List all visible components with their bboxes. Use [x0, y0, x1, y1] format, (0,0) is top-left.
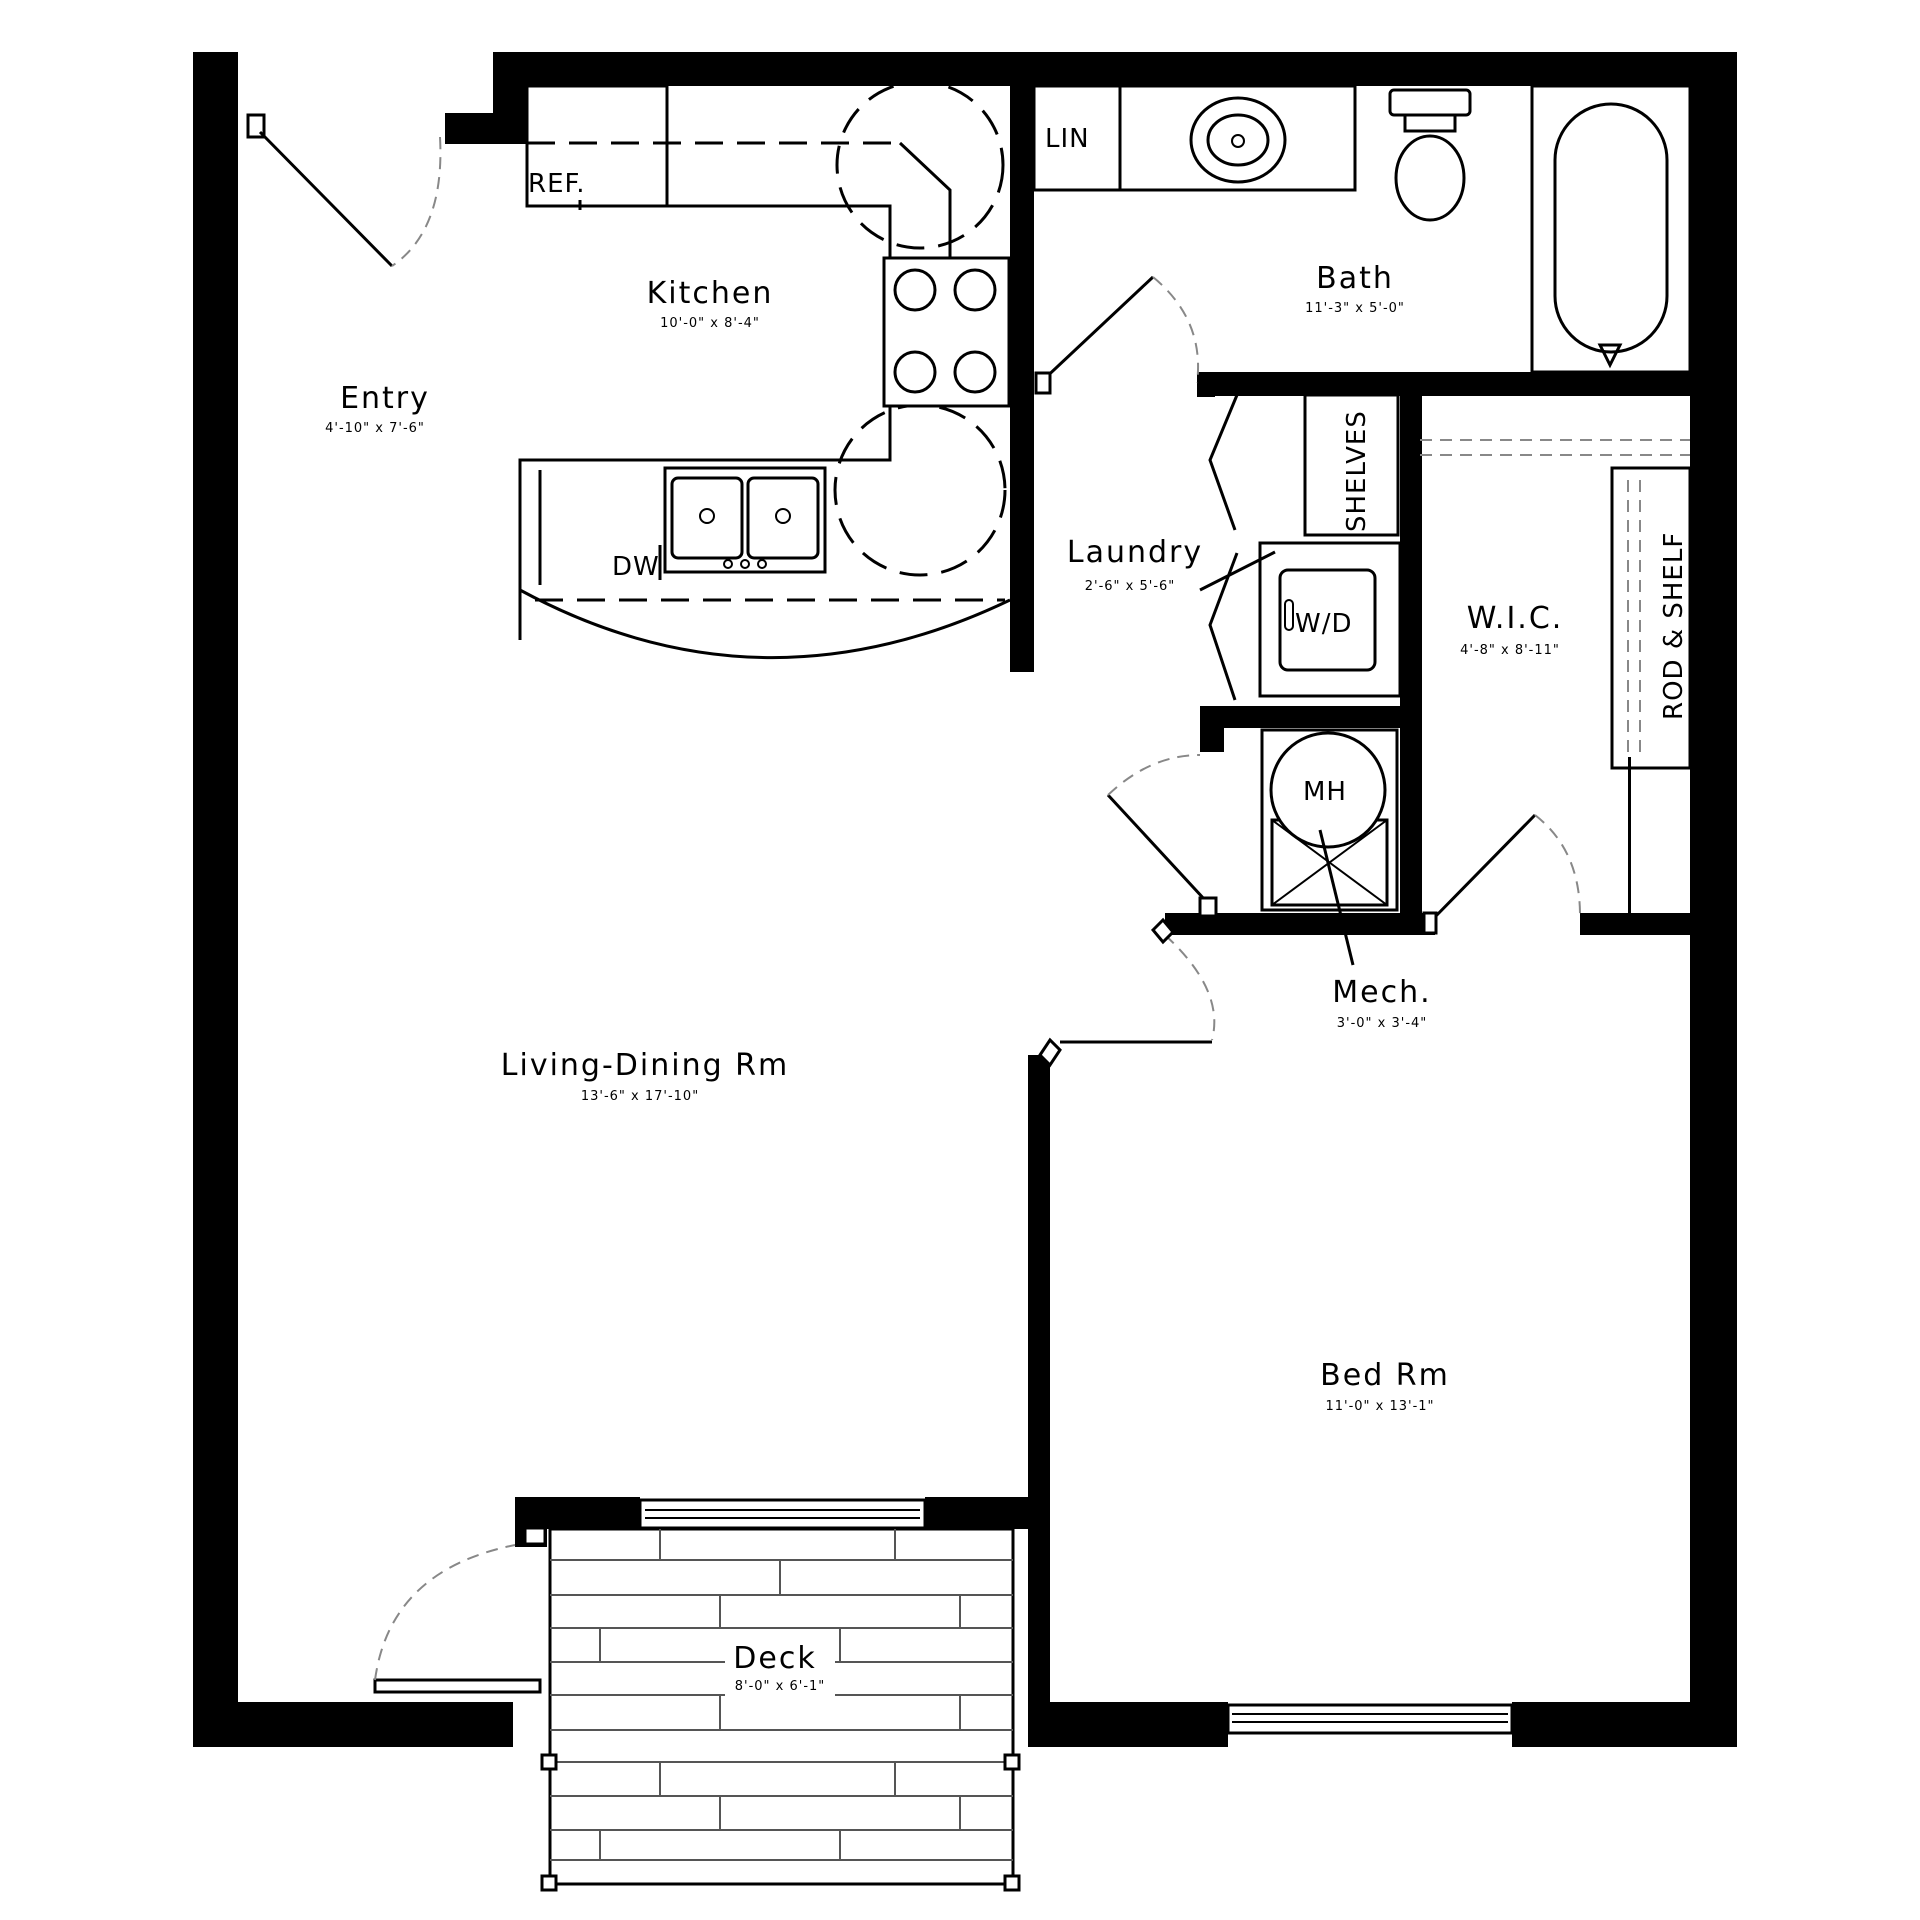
- bed-name: Bed Rm: [1320, 1358, 1450, 1393]
- laundry-label-group: [1067, 535, 1203, 594]
- living-dims: 13'-6" x 17'-10": [580, 1089, 700, 1104]
- kitchen-label-group: [647, 276, 774, 331]
- wic-name: W.I.C.: [1466, 601, 1564, 636]
- shelves-label: SHELVES: [1342, 410, 1372, 532]
- bed-dims: 11'-0" x 13'-1": [1325, 1399, 1435, 1414]
- deck-label-group: [725, 1640, 835, 1700]
- laundry-fixtures: [1200, 395, 1400, 696]
- entry-dims: 4'-10" x 7'-6": [325, 421, 425, 436]
- kitchen-dims: 10'-0" x 8'-4": [660, 316, 760, 331]
- refrigerator: [528, 169, 586, 210]
- dishwasher-label: DW: [612, 552, 660, 582]
- bath-dims: 11'-3" x 5'-0": [1305, 301, 1405, 316]
- bed-label-group: [1320, 1358, 1450, 1414]
- ref-label: REF.: [528, 169, 586, 199]
- living-name: Living-Dining Rm: [500, 1048, 790, 1083]
- kitchen-sink: [665, 468, 825, 572]
- stove: [884, 258, 1009, 406]
- mech-name: Mech.: [1332, 975, 1432, 1010]
- linen-label: LIN: [1045, 124, 1090, 154]
- washer-dryer-label: W/D: [1295, 609, 1353, 639]
- bath-name: Bath: [1316, 261, 1394, 296]
- living-label-group: [501, 1048, 789, 1104]
- rod-shelf-label: ROD & SHELF: [1659, 531, 1689, 720]
- deck-dims: 8'-0" x 6'-1": [734, 1679, 826, 1694]
- laundry-name: Laundry: [1066, 535, 1204, 570]
- wic-label-group: [1460, 601, 1563, 658]
- bath-label-group: [1305, 261, 1405, 316]
- entry-label-group: [325, 381, 430, 436]
- wic-dims: 4'-8" x 8'-11": [1460, 643, 1560, 658]
- kitchen-name: Kitchen: [646, 276, 774, 311]
- mechanical-heater-label: MH: [1303, 777, 1347, 807]
- bath-fixtures: [1034, 86, 1690, 372]
- laundry-dims: 2'-6" x 5'-6": [1084, 579, 1176, 594]
- deck: [542, 1529, 1019, 1890]
- entry-name: Entry: [340, 381, 430, 416]
- deck-name: Deck: [733, 1641, 817, 1676]
- mech-dims: 3'-0" x 3'-4": [1336, 1016, 1428, 1031]
- mech-label-group: [1332, 975, 1431, 1031]
